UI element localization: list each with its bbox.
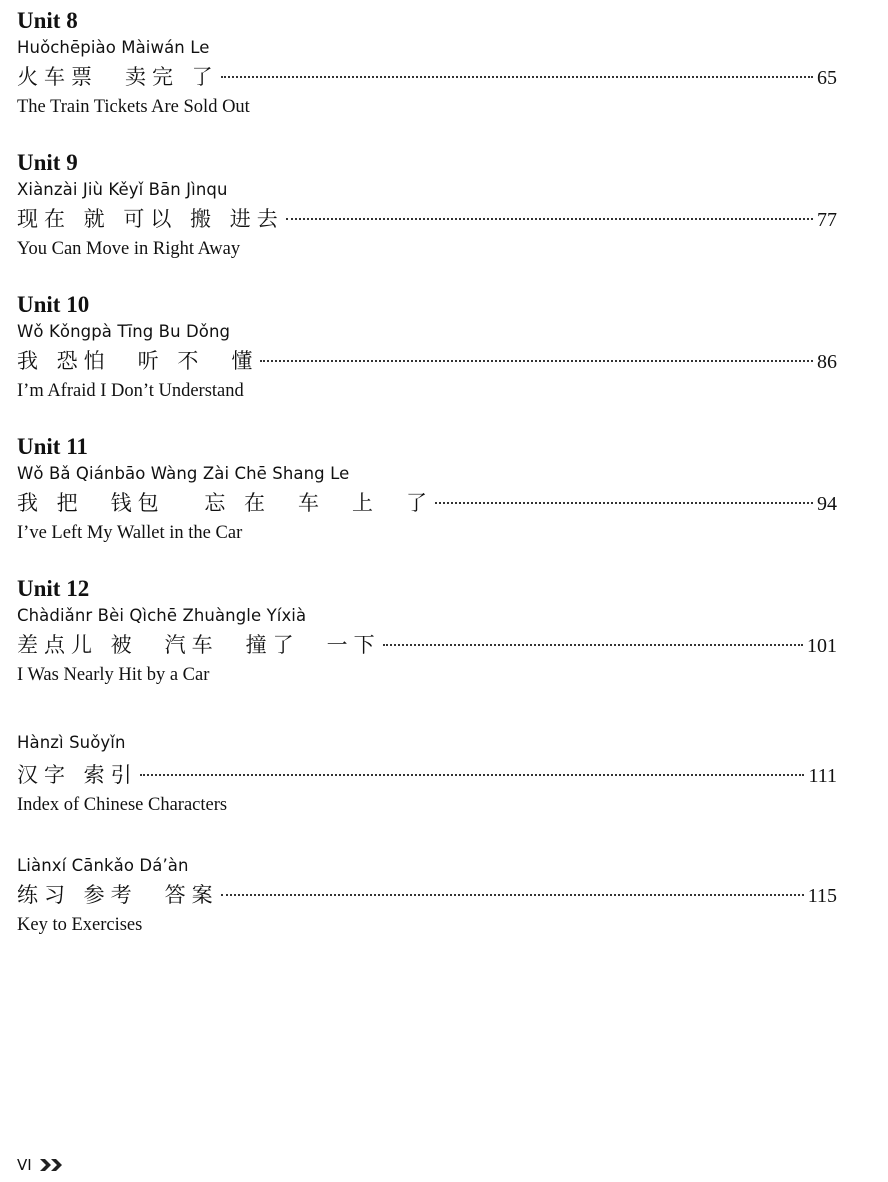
english-title: Index of Chinese Characters <box>17 795 228 815</box>
dot-leader <box>260 360 813 362</box>
unit-title: Unit 9 <box>17 150 78 175</box>
english-title: You Can Move in Right Away <box>17 239 241 259</box>
hanzi-row <box>17 878 837 912</box>
unit-title: Unit 12 <box>17 576 90 601</box>
hanzi-title: 我 把 钱包 忘 在 车 上 了 <box>17 491 434 515</box>
hanzi-row <box>17 60 837 94</box>
dot-leader <box>140 774 805 776</box>
hanzi-title: 我 恐怕 听 不 懂 <box>17 349 259 373</box>
table-of-contents <box>17 6 837 938</box>
toc-entry-unit-12[interactable] <box>17 574 837 688</box>
unit-title: Unit 8 <box>17 8 78 33</box>
double-chevron-right-icon <box>40 1158 66 1172</box>
english-title: I Was Nearly Hit by a Car <box>17 665 210 685</box>
dot-leader <box>435 502 813 504</box>
hanzi-title: 火车票 卖完 了 <box>17 65 219 89</box>
unit-title: Unit 11 <box>17 434 88 459</box>
hanzi-title: 汉字 索引 <box>17 763 138 787</box>
pinyin-title: Wǒ Bǎ Qiánbāo Wàng Zài Chē Shang Le <box>17 464 350 483</box>
pinyin-title: Hànzì Suǒyǐn <box>17 733 126 752</box>
pinyin-title: Xiànzài Jiù Kěyǐ Bān Jìnqu <box>17 180 228 199</box>
dot-leader <box>286 218 813 220</box>
page-label: VI <box>17 1156 32 1174</box>
hanzi-row <box>17 486 837 520</box>
page-number: 77 <box>817 209 837 231</box>
page-number: 111 <box>808 765 837 787</box>
page-number: 86 <box>817 351 837 373</box>
hanzi-title: 练习 参考 答案 <box>17 883 219 907</box>
hanzi-row <box>17 628 837 662</box>
english-title: Key to Exercises <box>17 915 143 935</box>
hanzi-title: 差点儿 被 汽车 撞了 一下 <box>17 633 381 657</box>
toc-entry-unit-9[interactable] <box>17 148 837 262</box>
pinyin-title: Liànxí Cānkǎo Dá’àn <box>17 856 189 875</box>
toc-entry-unit-10[interactable] <box>17 290 837 404</box>
toc-entry-index[interactable] <box>17 728 837 818</box>
toc-entry-key-to-exercises[interactable] <box>17 854 837 938</box>
toc-entry-unit-11[interactable] <box>17 432 837 546</box>
dot-leader <box>383 644 803 646</box>
hanzi-row <box>17 344 837 378</box>
page-number: 101 <box>807 635 837 657</box>
page-number: 115 <box>807 885 837 907</box>
pinyin-title: Huǒchēpiào Màiwán Le <box>17 38 210 57</box>
page-footer <box>17 1156 66 1174</box>
english-title: The Train Tickets Are Sold Out <box>17 97 250 117</box>
hanzi-row <box>17 758 837 792</box>
toc-entry-unit-8[interactable] <box>17 6 837 120</box>
hanzi-row <box>17 202 837 236</box>
hanzi-title: 现在 就 可以 搬 进去 <box>17 207 284 231</box>
english-title: I’m Afraid I Don’t Understand <box>17 381 244 401</box>
page-number: 94 <box>817 493 837 515</box>
page-number: 65 <box>817 67 837 89</box>
dot-leader <box>221 76 813 78</box>
pinyin-title: Wǒ Kǒngpà Tīng Bu Dǒng <box>17 322 231 341</box>
english-title: I’ve Left My Wallet in the Car <box>17 523 243 543</box>
pinyin-title: Chàdiǎnr Bèi Qìchē Zhuàngle Yíxià <box>17 606 307 625</box>
dot-leader <box>221 894 804 896</box>
unit-title: Unit 10 <box>17 292 90 317</box>
